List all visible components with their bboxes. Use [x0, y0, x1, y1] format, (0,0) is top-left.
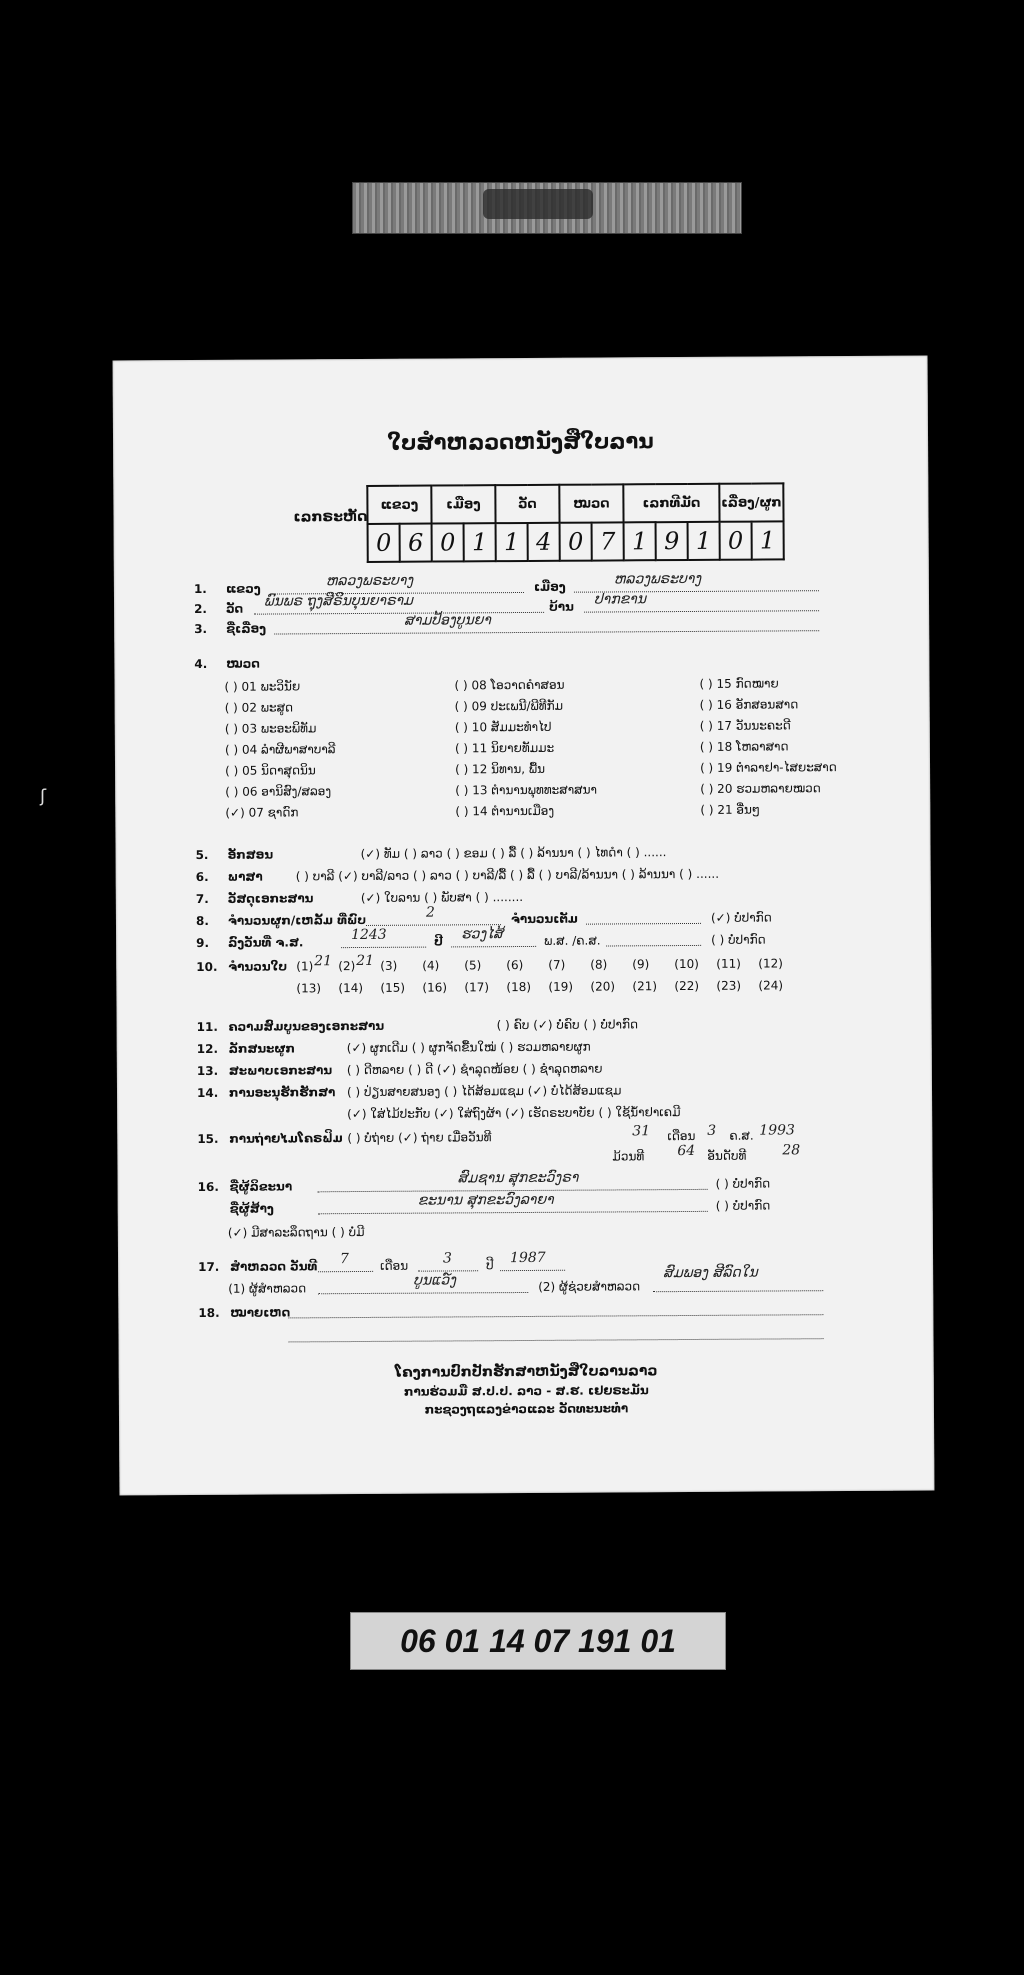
field-number: 8. [195, 913, 209, 929]
category-option: (✓) 07 ຊາດົກ [225, 805, 299, 820]
title-value: ສາມປ້ອງບູນຍາ [404, 612, 491, 629]
footer-ministry: ກະຊວງຖແລງຂ່າວແລະ ວັດທະນະທໍາ [424, 1401, 629, 1417]
leaf-count-index: (12) [758, 956, 783, 971]
dotted-line [586, 909, 701, 925]
field-label-bundles: ຈໍານວນຜູກ/ເຫລັ້ມ ທີ່ພົບ [227, 912, 367, 928]
code-header: ເມືອງ [431, 485, 495, 523]
leaf-count-index: (18) [506, 979, 532, 995]
code-digit: 9 [656, 522, 688, 560]
leaf-count-index: (20) [590, 979, 616, 994]
field-label-survey-date: ສໍາຫລວດ ວັນທີ [230, 1259, 318, 1274]
field-label-village: ບ້ານ [549, 599, 574, 614]
colophon-options: (✓) ມີສາລະລຶດຖານ ( ) ບໍ່ມີ [227, 1224, 365, 1240]
leaf-count-index: (11) [716, 956, 741, 971]
field-label-completeness: ຄວາມສົມບູນຂອງເອກະສານ [228, 1018, 385, 1034]
smudged-text [483, 189, 593, 219]
survey-month: 3 [442, 1250, 453, 1267]
surveyor-value: ບູນແວ໌ງ [413, 1272, 456, 1289]
field-label-condition: ສະພາບເອກະສານ [228, 1063, 333, 1078]
code-header: ເລື່ອງ/ຜູກ [719, 483, 783, 521]
field-number: 6. [195, 869, 209, 885]
date-unknown-option: ( ) ບໍ່ປາກົດ [711, 932, 766, 947]
be-ad-label: ພ.ສ. /ຄ.ສ. [544, 933, 601, 948]
category-option: ( ) 18 ໂຫລາສາດ [699, 739, 789, 754]
code-digit: 4 [528, 523, 560, 561]
code-digit: 0 [432, 523, 464, 561]
category-option: ( ) 04 ລໍາຜີພາສາບາລີ [224, 742, 336, 757]
leaf-count-index: (3) [380, 958, 398, 973]
ad-label: ຄ.ສ. [729, 1128, 754, 1143]
scribe-value: ສົມຊານ ສຸກຂະວົງຣາ [457, 1169, 579, 1187]
leaf-count-index: (7) [548, 957, 566, 972]
field-label-category: ໝວດ [226, 656, 260, 671]
leaf-count-index: (6) [506, 958, 524, 973]
conservation-options: ( ) ປ່ຽນສາຍສນອງ ( ) ໄດ້ສ້ອມແຊມ (✓) ບໍ່ໄດ້ສ້ອມແຊມ [346, 1083, 622, 1100]
survey-form [113, 356, 935, 1496]
dotted-line [274, 616, 819, 634]
field-label-year: ປີ [434, 934, 443, 949]
category-option: ( ) 01 ພະວິນັຍ [224, 679, 301, 694]
bundles-value: 2 [425, 904, 435, 921]
header-label-strip [352, 182, 742, 234]
category-option: ( ) 09 ປະເພນີ/ພີທີກັມ [454, 698, 564, 714]
field-label-scribe: ຊື່ຜູ້ລິຂະນາ [229, 1179, 293, 1194]
code-header-row [367, 483, 783, 524]
assistant-value: ສົມພອງ ສີລົດໃນ [663, 1264, 758, 1282]
footer-cooperation: ການຮ່ວມມື ສ.ປ.ປ. ລາວ - ສ.ຮ. ເຢຍຣະມັນ [403, 1383, 649, 1399]
code-header: ເລກທີມັດ [623, 484, 719, 523]
leaf-count-index: (4) [422, 958, 440, 973]
field-label-full-count: ຈໍານວນເຕັມ [510, 911, 578, 927]
form-title: ໃບສໍາຫລວດຫນັງສືໃບລານ [387, 429, 654, 455]
month-label: ເດືອນ [667, 1128, 696, 1144]
edge-mark: ʃ [40, 786, 47, 807]
sponsor-unknown-option: ( ) ບໍ່ປາກົດ [715, 1198, 771, 1213]
position-label: ອັນດັບທີ [707, 1148, 747, 1163]
conservation-options-2: (✓) ໃສ່ໄມ້ປະກັບ (✓) ໃສ່ຖົງຜ້າ (✓) ເຮັດຣະບາບັຍ ( ) ໃຊ້ນໍ້າຢາເຄມີ [347, 1105, 681, 1122]
assistant-label: (2) ຜູ້ຊ່ວຍສໍາຫລວດ [538, 1279, 641, 1294]
condition-options: ( ) ດີຫລາຍ ( ) ດີ (✓) ຊໍາລຸດໜ້ອຍ ( ) ຊໍາລຸດຫລາຍ [346, 1061, 603, 1078]
field-label-sponsor: ຊື່ຜູ້ສ້າງ [229, 1201, 274, 1216]
microfilm-year: 1993 [759, 1122, 795, 1139]
field-number: 7. [195, 891, 209, 907]
code-header: ໝວດ [559, 484, 623, 522]
field-number: 1. [193, 581, 207, 597]
leaf-count-index: (22) [674, 978, 700, 994]
category-option: ( ) 08 ໂອວາດຄໍາສອນ [454, 677, 565, 693]
field-label-script: ອັກສອນ [227, 847, 274, 862]
field-number: 17. [198, 1259, 220, 1274]
leaf-count-index: (9) [632, 957, 650, 972]
leaf-count-index: (1) [296, 959, 314, 974]
leaf-count-index: (5) [464, 958, 482, 973]
reel-label: ມ້ວນທີ [612, 1149, 645, 1164]
code-digit-row [368, 521, 784, 562]
category-option: ( ) 14 ຕໍານານເມືອງ [455, 803, 555, 819]
category-option: ( ) 15 ກົດໝາຍ [699, 676, 779, 691]
field-label-conservation: ການອະນຸຮັກຮັກສາ [228, 1085, 336, 1100]
field-number: 13. [196, 1063, 219, 1078]
code-label: ເລກຣະຫັດ [293, 508, 368, 526]
field-number: 15. [197, 1131, 219, 1146]
leaf-count-index: (16) [422, 980, 448, 995]
code-digit: 7 [592, 522, 624, 560]
survey-day: 7 [339, 1251, 350, 1268]
category-option: ( ) 03 ພະອະພິທັມ [224, 721, 317, 736]
temple-value: ພົນພຣ ຖຸງສີຣິນບຸນຍາຣາມ [263, 592, 414, 610]
sponsor-value: ຂະນານ ສຸກຂະວົງລາຍາ [417, 1191, 554, 1209]
code-table [366, 482, 784, 563]
field-label-leaves: ຈໍານວນໃບ [228, 959, 288, 974]
field-label-remarks: ໝາຍເຫດ [230, 1305, 291, 1320]
leaf-count-row [113, 356, 928, 361]
leaf-count-index: (2) [338, 959, 356, 974]
leaf-count-value: 21 [356, 952, 375, 970]
position-value: 28 [782, 1142, 801, 1159]
code-digit: 0 [560, 523, 592, 561]
field-number: 10. [196, 959, 218, 974]
material-options: (✓) ໃບລານ ( ) ພັບສາ ( ) ........ [360, 890, 524, 905]
district-value: ຫລວງພຣະບາງ [613, 570, 702, 588]
province-value: ຫລວງພຣະບາງ [325, 572, 414, 590]
field-label-date: ລົງວັນທີ່ ຈ.ສ. [228, 935, 304, 950]
code-digit: 1 [624, 522, 656, 560]
microfilm-month: 3 [707, 1122, 717, 1139]
code-digit: 0 [720, 522, 752, 560]
year-name-value: ຮວງໄສ້ [461, 926, 504, 943]
bundle-type-options: (✓) ຜູກເດີມ ( ) ຜູກຈັດຂື້ນໃໝ່ ( ) ຮວມຫລາຍຜູກ [346, 1039, 591, 1056]
field-number: 5. [195, 847, 209, 863]
leaf-count-index: (23) [716, 978, 742, 993]
field-label-microfilm: ການຖ່າຍໄມໂຄຣຟິມ [229, 1131, 343, 1146]
field-number: 14. [196, 1085, 219, 1100]
field-label-province: ແຂວງ [225, 581, 261, 596]
leaf-count-index: (15) [380, 980, 406, 995]
leaf-count-index: (10) [674, 956, 699, 972]
category-option: ( ) 11 ນິຍາຍທັມມະ [454, 740, 555, 756]
leaf-count-index: (17) [464, 980, 490, 995]
field-label-material: ວັສດຸເອກະສານ [227, 891, 314, 906]
leaf-count-index: (8) [590, 957, 608, 972]
field-number: 4. [194, 656, 208, 672]
field-label-temple: ວັດ [226, 601, 244, 616]
language-options: ( ) ບາລີ (✓) ບາລີ/ລາວ ( ) ລາວ ( ) ບາລີ/ລື້ ( ) ລື້ ( ) ບາລີ/ລ້ານນາ ( ) ລ້ານນາ ( ) ...... [295, 866, 720, 884]
code-header: ວັດ [495, 485, 559, 523]
field-label-title: ຊື່ເລື່ອງ [226, 621, 267, 636]
footer-project: ໂຄງການປົກປັກຮັກສາຫນັງສືໃບລານລາວ [394, 1363, 658, 1381]
code-digit: 1 [496, 523, 528, 561]
field-number: 16. [197, 1179, 219, 1194]
cs-year-value: 1243 [351, 926, 387, 944]
category-option: ( ) 02 ພະສູດ [224, 700, 294, 715]
reel-value: 64 [677, 1142, 696, 1160]
field-label-district: ເມືອງ [533, 579, 566, 594]
completeness-options: ( ) ຄົບ (✓) ບໍ່ຄົບ ( ) ບໍ່ປາກົດ [496, 1017, 639, 1033]
survey-year-label: ປີ [486, 1258, 494, 1273]
code-digit: 1 [752, 521, 784, 559]
field-number: 18. [198, 1305, 220, 1320]
leaf-count-row [113, 356, 928, 361]
microfilm-day: 31 [632, 1123, 651, 1140]
field-label-bundle-type: ລັກສນະຜູກ [228, 1041, 295, 1056]
survey-month-label: ເດືອນ [380, 1258, 409, 1273]
category-option: ( ) 19 ຕໍາລາຢາ-ໄສຍະສາດ [699, 760, 837, 775]
leaf-count-index: (19) [548, 979, 574, 994]
category-option: ( ) 06 ອານິສົງ/ສລອງ [225, 784, 332, 799]
category-option: ( ) 12 ນິທານ, ພື້ນ [455, 761, 546, 777]
field-number: 9. [196, 935, 210, 951]
code-digit: 1 [464, 523, 496, 561]
leaf-count-index: (14) [338, 980, 364, 996]
surveyor-label: (1) ຜູ້ສໍາຫລວດ [228, 1281, 307, 1296]
script-options: (✓) ທັມ ( ) ລາວ ( ) ຂອມ ( ) ລື້ ( ) ລ້ານນາ ( ) ໄທດໍາ ( ) ...... [360, 845, 667, 861]
survey-year: 1987 [509, 1249, 546, 1267]
category-option: ( ) 20 ຮວມຫລາຍໝວດ [700, 781, 821, 796]
category-option: ( ) 13 ຕໍານານພຸທທະສາສນາ [455, 782, 598, 798]
field-number: 12. [196, 1041, 219, 1056]
field-number: 2. [194, 601, 208, 617]
category-option: ( ) 05 ນິດາສຸດນິນ [225, 763, 316, 778]
code-header: ແຂວງ [367, 486, 431, 524]
category-option: ( ) 17 ວັນນະຄະດີ [699, 718, 791, 733]
leaf-count-index: (21) [632, 979, 658, 994]
code-digit: 0 [368, 524, 400, 562]
village-value: ປາກຂານ [593, 591, 647, 608]
code-digit: 1 [688, 522, 720, 560]
scribe-unknown-option: ( ) ບໍ່ປາກົດ [715, 1176, 771, 1191]
category-option: ( ) 10 ສັມມະທໍາໄປ [454, 719, 552, 735]
dotted-line [288, 1324, 823, 1342]
field-label-language: ພາສາ [227, 869, 263, 884]
leaf-count-value: 21 [314, 953, 333, 970]
field-number: 3. [194, 621, 208, 637]
bottom-code-label: 06 01 14 07 191 01 [350, 1612, 726, 1670]
category-option: ( ) 16 ອັກສອນສາດ [699, 697, 799, 712]
full-count-option: (✓) ບໍ່ປາກົດ [710, 910, 772, 925]
field-number: 11. [196, 1019, 218, 1034]
dotted-line [606, 931, 701, 947]
leaf-count-index: (24) [758, 978, 784, 993]
category-option: ( ) 21 ອື່ນໆ [700, 802, 761, 817]
code-digit: 6 [400, 524, 432, 562]
leaf-count-index: (13) [296, 981, 322, 996]
dotted-line [288, 1300, 823, 1318]
microfilm-options: ( ) ບໍ່ຖ່າຍ (✓) ຖ່າຍ ເມື່ອວັນທີ [347, 1130, 492, 1146]
